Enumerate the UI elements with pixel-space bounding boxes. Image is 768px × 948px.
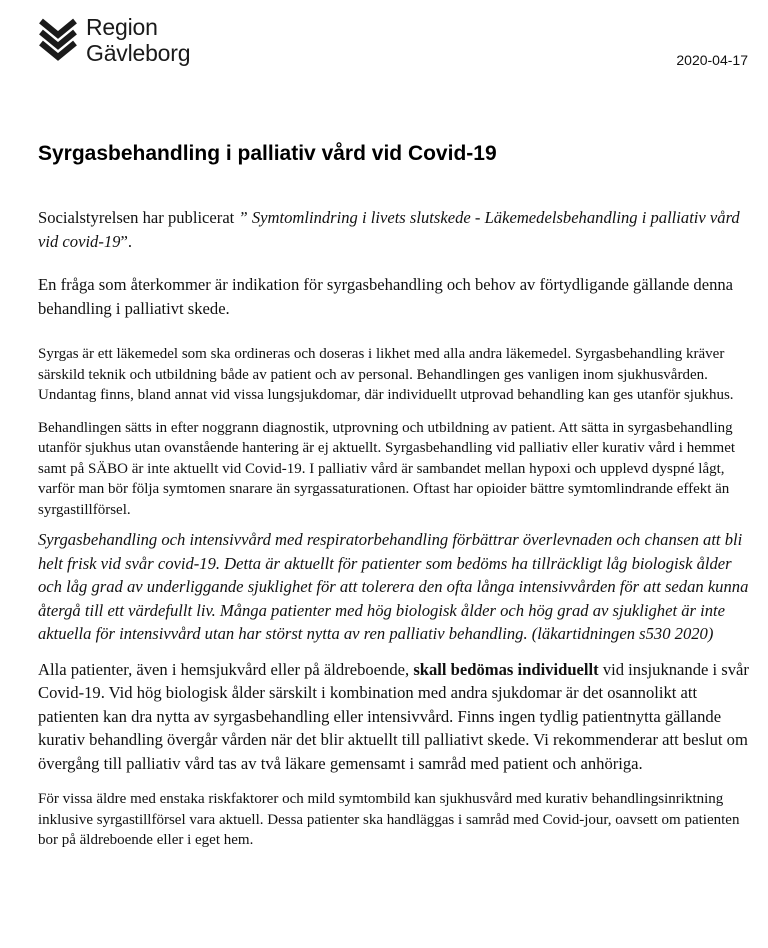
emphasis-individual-assessment: skall bedömas individuellt — [413, 659, 599, 679]
paragraph-patients — [38, 658, 750, 776]
patients-text-continued: vid insjuknande i svår Covid-19. Vid hög biologisk ålder särskilt i kombination med andra sjukdomar är det osannolikt att patienten kan dra nytta av syrgasbehandling eller intensivvård. Finns ingen tydlig patientnytta gällande kurativ behandling övergår vården när det blir aktuellt till palliativt skede. Vi rekommenderar att beslut om övergång till palliativ vård tas av två läkare gemensamt i samråd med patient och anhöriga. — [38, 659, 749, 773]
logo-line-gavleborg: Gävleborg — [86, 40, 191, 66]
paragraph-question: En fråga som återkommer är indikation för syrgasbehandling och behov av förtydligande gällande denna behandling i palliativt skede. — [38, 275, 734, 318]
logo-wordmark — [86, 14, 190, 66]
paragraph-treatment: Behandlingen sätts in efter noggrann diagnostik, utprovning och utbildning av patient. Att sätta in syrgasbehandling utanför sjukhus utan ovanstående hantering är ej aktuellt. Syrgasbehandling vid palliativ eller kurativ vård i hemmet samt på SÄBO är inte aktuellt vid Covid-19. I palliativ vård är sambandet mellan hypoxi och upplevd dyspné lågt, varför man bör följa symtomen snarare än syrgassaturationen. Oftast har opioider bättre symtomlindrande effekt än syrgastillförsel. — [38, 419, 736, 518]
publication-reference: ” Symtomlindring i livets slutskede - Läkemedelsbehandling i palliativ vård vid covid-19 — [38, 208, 740, 251]
intro-suffix: ”. — [120, 231, 132, 251]
paragraph-elderly: För vissa äldre med enstaka riskfaktorer och mild symtombild kan sjukhusvård med kurativ behandlingsinriktning inklusive syrgastillförsel vara aktuell. Dessa patienter ska handläggas i samråd med Covid-jour, oavsett om patienten bor på äldreboende eller i eget hem. — [38, 791, 740, 848]
logo-line-region: Region — [86, 14, 158, 40]
intro-text: Socialstyrelsen har publicerat — [38, 208, 239, 227]
document-date: 2020-04-17 — [676, 52, 748, 68]
document-title: Syrgasbehandling i palliativ vård vid Covid-19 — [38, 142, 497, 165]
patients-text: Alla patienter, även i hemsjukvård eller på äldreboende, — [38, 659, 414, 679]
paragraph-quote: Syrgasbehandling och intensivvård med respiratorbehandling förbättrar överlevnaden och chansen att bli helt frisk vid svår covid-19. Detta är aktuellt för patienter som bedöms ha tillräckligt låg biologisk ålder och låg grad av underliggande sjuklighet för att tolerera den ofta långa intensivvården för att sedan kunna återgå till ett värdefullt liv. Många patienter med hög biologisk ålder och hög grad av sjuklighet är inte aktuella för intensivvård utan har störst nytta av ren palliativ behandling. (läkartidningen s530 2020) — [38, 530, 749, 643]
region-gavleborg-logo — [38, 14, 190, 66]
paragraph-intro — [38, 206, 750, 253]
document-body — [38, 206, 750, 851]
region-logo-icon — [38, 17, 78, 63]
paragraph-oxygen-medicine: Syrgas är ett läkemedel som ska ordineras och doseras i likhet med alla andra läkemedel. Syrgasbehandling kräver särskild teknik och utbildning både av patient och av personal. Behandlingen ges vanligen inom sjukhusvården. Undantag finns, bland annat vid vissa lungsjukdomar, där individuellt utprovad behandling kan ges utanför sjukhus. — [38, 346, 734, 403]
